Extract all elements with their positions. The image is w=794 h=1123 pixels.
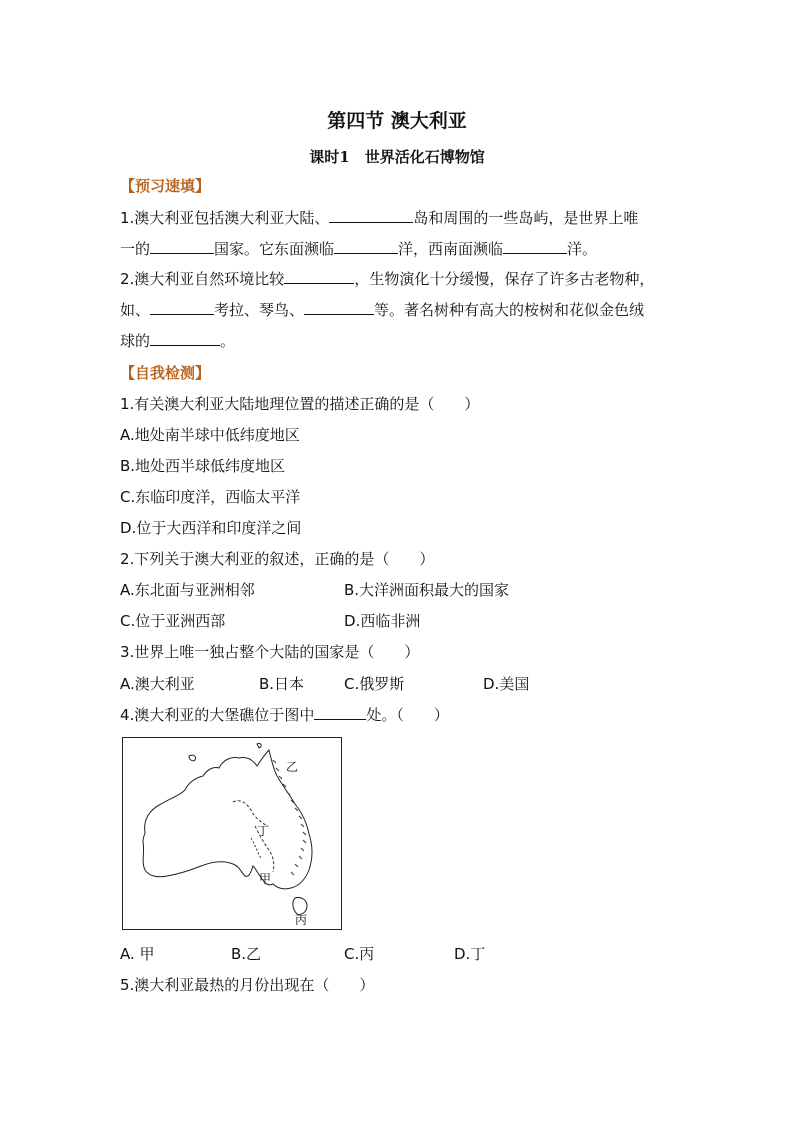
text-segment: 一的	[120, 240, 151, 258]
question-2-stem: 2.下列关于澳大利亚的叙述，正确的是（ ）	[120, 550, 435, 568]
text-segment: 洋。	[567, 240, 598, 258]
preview-q2-line3	[120, 331, 235, 351]
preview-q2-line1	[120, 269, 654, 289]
fill-blank[interactable]	[314, 705, 366, 720]
text-segment: 岛和周围的一些岛屿，是世界上唯	[413, 209, 639, 227]
map-label-jia: 甲	[259, 872, 272, 886]
text-segment: 4.澳大利亚的大堡礁位于图中	[120, 706, 315, 724]
map-label-bing: 丙	[295, 913, 308, 927]
inland-dashed-line	[233, 801, 267, 826]
text-segment: 如、	[120, 301, 151, 319]
question-1-option-b[interactable]: B.地处西半球低纬度地区	[120, 457, 286, 475]
text-segment: 等。著名树种有高大的桉树和花似金色绒	[374, 301, 645, 319]
question-1-stem: 1.有关澳大利亚大陆地理位置的描述正确的是（ ）	[120, 395, 480, 413]
fill-blank[interactable]	[150, 239, 214, 254]
island-outline	[189, 755, 196, 761]
preview-q1-line1	[120, 208, 638, 228]
text-segment: 球的	[120, 332, 151, 350]
page-subtitle: 课时1 世界活化石博物馆	[309, 148, 485, 166]
preview-q1-line2	[120, 239, 597, 259]
fill-blank[interactable]	[284, 269, 354, 284]
section-heading-self-check: 【自我检测】	[120, 364, 211, 382]
text-segment: 国家。它东面濒临	[214, 240, 335, 258]
fill-blank[interactable]	[334, 239, 398, 254]
question-2-option-c[interactable]: C.位于亚洲西部	[120, 612, 226, 630]
text-segment: 。	[220, 332, 236, 350]
text-segment: 洋，西南面濒临	[398, 240, 504, 258]
question-5-stem: 5.澳大利亚最热的月份出现在（ ）	[120, 976, 375, 994]
question-3-option-b[interactable]: B.日本	[259, 675, 305, 693]
question-1-option-c[interactable]: C.东临印度洋，西临太平洋	[120, 488, 301, 506]
fill-blank[interactable]	[150, 300, 214, 315]
text-segment: 2.澳大利亚自然环境比较	[120, 270, 285, 288]
question-2-option-d[interactable]: D.西临非洲	[344, 612, 421, 630]
inland-dashed-line	[251, 838, 261, 858]
fill-blank[interactable]	[503, 239, 567, 254]
text-segment: 处。（ ）	[366, 706, 449, 724]
question-2-option-b[interactable]: B.大洋洲面积最大的国家	[344, 581, 510, 599]
question-3-option-d[interactable]: D.美国	[483, 675, 530, 693]
question-3-option-c[interactable]: C.俄罗斯	[344, 675, 405, 693]
island-outline	[257, 743, 261, 748]
section-heading-preview: 【预习速填】	[120, 177, 211, 195]
question-1-option-a[interactable]: A.地处南半球中低纬度地区	[120, 426, 300, 444]
question-4-option-c[interactable]: C.丙	[344, 945, 375, 963]
map-label-yi: 乙	[286, 760, 299, 774]
question-4-stem	[120, 705, 449, 725]
question-4-option-a[interactable]: A. 甲	[120, 945, 155, 963]
australia-map-drawing	[123, 738, 341, 929]
fill-blank[interactable]	[304, 300, 374, 315]
text-segment: 1.澳大利亚包括澳大利亚大陆、	[120, 209, 330, 227]
fill-blank[interactable]	[150, 331, 220, 346]
map-label-ding: 丁	[257, 824, 270, 838]
question-1-option-d[interactable]: D.位于大西洋和印度洋之间	[120, 519, 302, 537]
question-3-stem: 3.世界上唯一独占整个大陆的国家是（ ）	[120, 643, 420, 661]
page-title: 第四节 澳大利亚	[327, 110, 467, 132]
text-segment: 考拉、琴鸟、	[214, 301, 305, 319]
preview-q2-line2	[120, 300, 644, 320]
question-3-option-a[interactable]: A.澳大利亚	[120, 675, 195, 693]
question-2-option-a[interactable]: A.东北面与亚洲相邻	[120, 581, 255, 599]
text-segment: ，生物演化十分缓慢，保存了许多古老物种，	[354, 270, 655, 288]
australia-map	[122, 737, 342, 930]
fill-blank[interactable]	[329, 208, 413, 223]
tasmania-outline	[293, 897, 307, 914]
question-4-option-d[interactable]: D.丁	[454, 945, 486, 963]
question-4-option-b[interactable]: B.乙	[231, 945, 262, 963]
